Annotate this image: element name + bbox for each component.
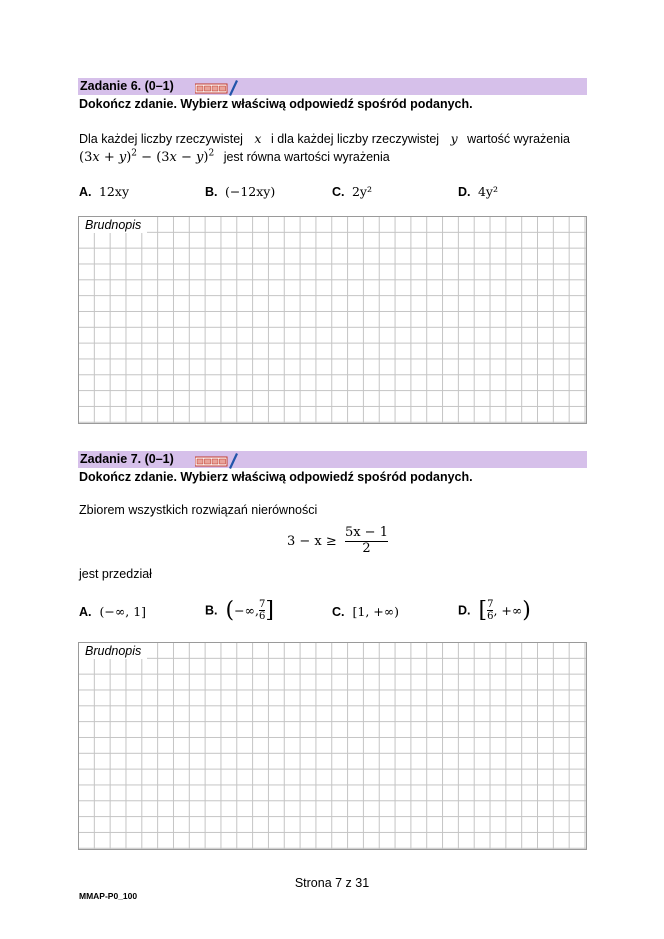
- task6-option-d[interactable]: [458, 184, 498, 199]
- task7-option-c[interactable]: [332, 604, 399, 619]
- task6-text-part2: i dla każdej liczby rzeczywistej: [270, 132, 440, 146]
- task7-text-after: jest przedział: [79, 567, 152, 581]
- task6-option-a[interactable]: [79, 184, 129, 199]
- option-letter: A.: [79, 185, 92, 199]
- task6-var-y: y: [450, 131, 458, 146]
- page-number: Strona 7 z 31: [294, 876, 370, 890]
- task-pen-icon: [195, 80, 239, 96]
- task6-instruction: Dokończ zdanie. Wybierz właściwą odpowiedź spośród podanych.: [79, 97, 473, 111]
- option-b-value: (−∞, $\frac{7}{6}$ ]: [225, 598, 274, 623]
- option-letter: C.: [332, 605, 345, 619]
- option-value: (−∞, 1]: [99, 604, 147, 619]
- task6-statement-line1: [79, 131, 570, 146]
- fraction-denominator: 2: [345, 541, 388, 557]
- option-letter: B.: [205, 185, 218, 199]
- task6-text-part3: wartość wyrażenia: [467, 132, 570, 146]
- fraction-numerator: 5x − 1: [344, 525, 388, 540]
- inequality-left: 3 − x ≥: [287, 533, 337, 549]
- task7-inequality: [287, 526, 388, 557]
- task6-var-x: x: [254, 131, 262, 146]
- option-letter: A.: [79, 605, 92, 619]
- task6-text-part1: Dla każdej liczby rzeczywistej: [79, 132, 243, 146]
- task7-option-a[interactable]: [79, 604, 146, 619]
- option-value: (−12xy): [224, 184, 276, 199]
- task7-option-d[interactable]: D. [ $\frac{7}{6}$ , +∞): [458, 598, 531, 623]
- exam-code: MMAP-P0_100: [79, 891, 138, 901]
- task7-scratch-grid[interactable]: [78, 642, 587, 850]
- task-pen-icon: [195, 453, 239, 469]
- task6-header: [78, 78, 587, 95]
- option-d-value: [ $\frac{7}{6}$ , +∞): [478, 598, 531, 623]
- inequality-fraction: [345, 526, 388, 557]
- task7-title: Zadanie 7. (0–1): [80, 452, 174, 466]
- option-value: 2y²: [351, 184, 373, 199]
- task6-scratch-grid[interactable]: [78, 216, 587, 424]
- task6-statement-line2: [79, 149, 390, 165]
- task6-title: Zadanie 6. (0–1): [80, 79, 174, 93]
- task7-header: [78, 451, 587, 468]
- scratch-label: Brudnopis: [79, 643, 147, 659]
- task7-option-b[interactable]: B. (−∞, $\frac{7}{6}$ ]: [205, 598, 274, 623]
- scratch-label: Brudnopis: [79, 217, 147, 233]
- option-value: 12xy: [98, 184, 130, 199]
- option-value: 4y²: [477, 184, 499, 199]
- task7-intro: Zbiorem wszystkich rozwiązań nierówności: [79, 503, 318, 517]
- task6-expression: $(3x + y)^2 - (3x - y)^2$: [79, 149, 215, 166]
- option-value: [1, +∞): [352, 604, 400, 619]
- task7-instruction: Dokończ zdanie. Wybierz właściwą odpowiedź spośród podanych.: [79, 470, 473, 484]
- option-letter: C.: [332, 185, 345, 199]
- task6-option-b[interactable]: [205, 184, 275, 199]
- option-letter: D.: [458, 185, 471, 199]
- task6-text-part4: jest równa wartości wyrażenia: [223, 150, 390, 165]
- task6-option-c[interactable]: [332, 184, 372, 199]
